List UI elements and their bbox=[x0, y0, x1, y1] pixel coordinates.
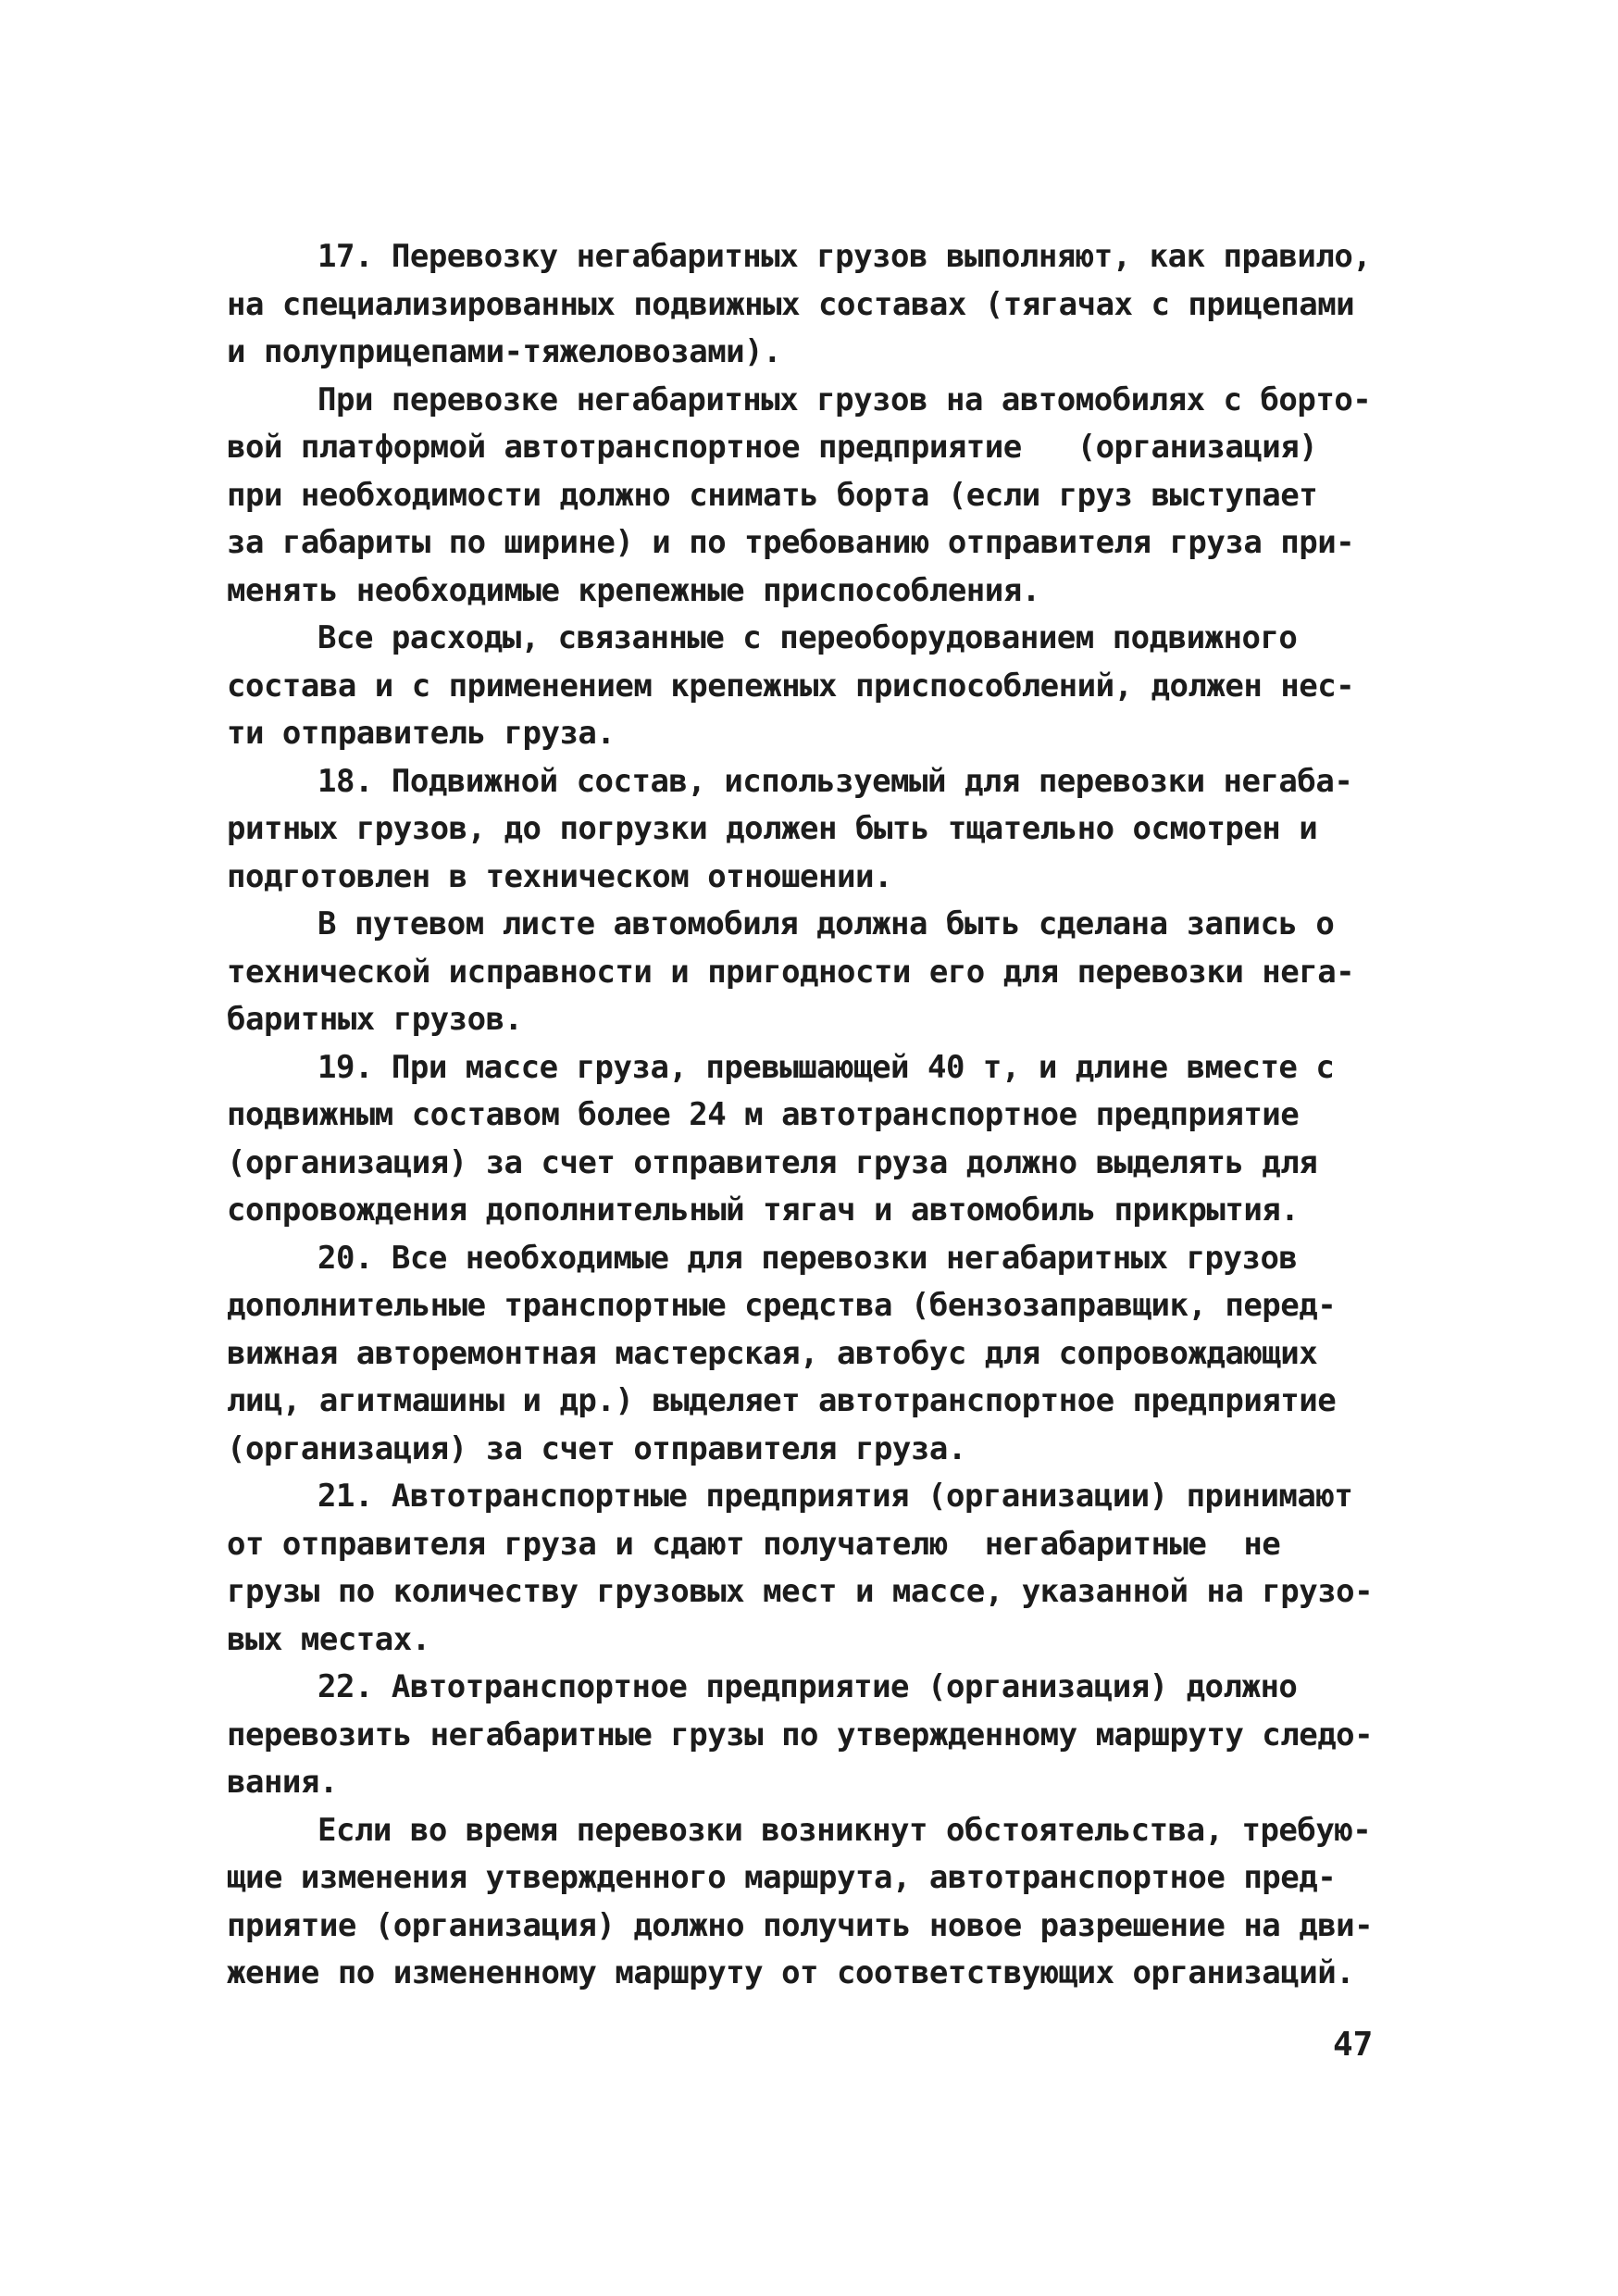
text-line: от отправителя груза и сдают получателю негабаритные не bbox=[227, 1525, 1281, 1563]
text-line: ти отправитель груза. bbox=[227, 715, 616, 752]
text-line: 18. Подвижной состав, используемый для перевозки негаба- bbox=[317, 762, 1353, 800]
text-line: за габариты по ширине) и по требованию отправителя груза при- bbox=[227, 524, 1355, 561]
text-line: ритных грузов, до погрузки должен быть тщательно осмотрен и bbox=[227, 810, 1318, 847]
text-line: вых местах. bbox=[227, 1620, 430, 1658]
text-line: баритных грузов. bbox=[227, 1001, 523, 1038]
text-line: вания. bbox=[227, 1764, 338, 1801]
text-line: вижная авторемонтная мастерская, автобус для сопровождающих bbox=[227, 1334, 1318, 1372]
text-line: 19. При массе груза, превышающей 40 т, и длине вместе с bbox=[317, 1048, 1335, 1086]
text-line: В путевом листе автомобиля должна быть сделана запись о bbox=[317, 905, 1335, 942]
text-line: подвижным составом более 24 м автотранспортное предприятие bbox=[227, 1096, 1300, 1133]
body-text bbox=[227, 233, 1421, 1998]
text-line: Все расходы, связанные с переоборудованием подвижного bbox=[317, 619, 1298, 656]
text-line: приятие (организация) должно получить новое разрешение на дви- bbox=[227, 1906, 1374, 1944]
text-line: и полуприцепами-тяжеловозами). bbox=[227, 333, 782, 370]
text-line: грузы по количеству грузовых мест и массе, указанной на грузо- bbox=[227, 1573, 1374, 1610]
text-line: щие изменения утвержденного маршрута, автотранспортное пред- bbox=[227, 1859, 1337, 1896]
text-line: на специализированных подвижных составах (тягачах с прицепами bbox=[227, 285, 1355, 323]
text-line: При перевозке негабаритных грузов на автомобилях с борто- bbox=[317, 381, 1372, 418]
text-line: 20. Все необходимые для перевозки негабаритных грузов bbox=[317, 1239, 1298, 1277]
text-line: лиц, агитмашины и др.) выделяет автотранспортное предприятие bbox=[227, 1382, 1337, 1419]
text-line: менять необходимые крепежные приспособления. bbox=[227, 571, 1040, 609]
text-line: подготовлен в техническом отношении. bbox=[227, 857, 892, 895]
text-line: 17. Перевозку негабаритных грузов выполняют, как правило, bbox=[317, 238, 1372, 275]
text-line: перевозить негабаритные грузы по утвержденному маршруту следо- bbox=[227, 1716, 1374, 1753]
text-line: жение по измененному маршруту от соответствующих организаций. bbox=[227, 1954, 1355, 1991]
text-line: дополнительные транспортные средства (бензозаправщик, перед- bbox=[227, 1287, 1337, 1324]
text-line: Если во время перевозки возникнут обстоятельства, требую- bbox=[317, 1811, 1372, 1849]
text-line: при необходимости должно снимать борта (если груз выступает bbox=[227, 476, 1318, 514]
text-line: (организация) за счет отправителя груза. bbox=[227, 1429, 966, 1467]
text-line: технической исправности и пригодности его для перевозки нега- bbox=[227, 953, 1355, 991]
text-line: 21. Автотранспортные предприятия (организации) принимают bbox=[317, 1478, 1353, 1515]
page-number: 47 bbox=[1333, 2026, 1374, 2064]
text-line: сопровождения дополнительный тягач и автомобиль прикрытия. bbox=[227, 1192, 1300, 1229]
text-line: 22. Автотранспортное предприятие (организация) должно bbox=[317, 1668, 1298, 1705]
text-line: (организация) за счет отправителя груза должно выделять для bbox=[227, 1143, 1318, 1181]
text-line: состава и с применением крепежных приспособлений, должен нес- bbox=[227, 667, 1355, 705]
text-line: вой платформой автотранспортное предприятие (организация) bbox=[227, 429, 1318, 466]
